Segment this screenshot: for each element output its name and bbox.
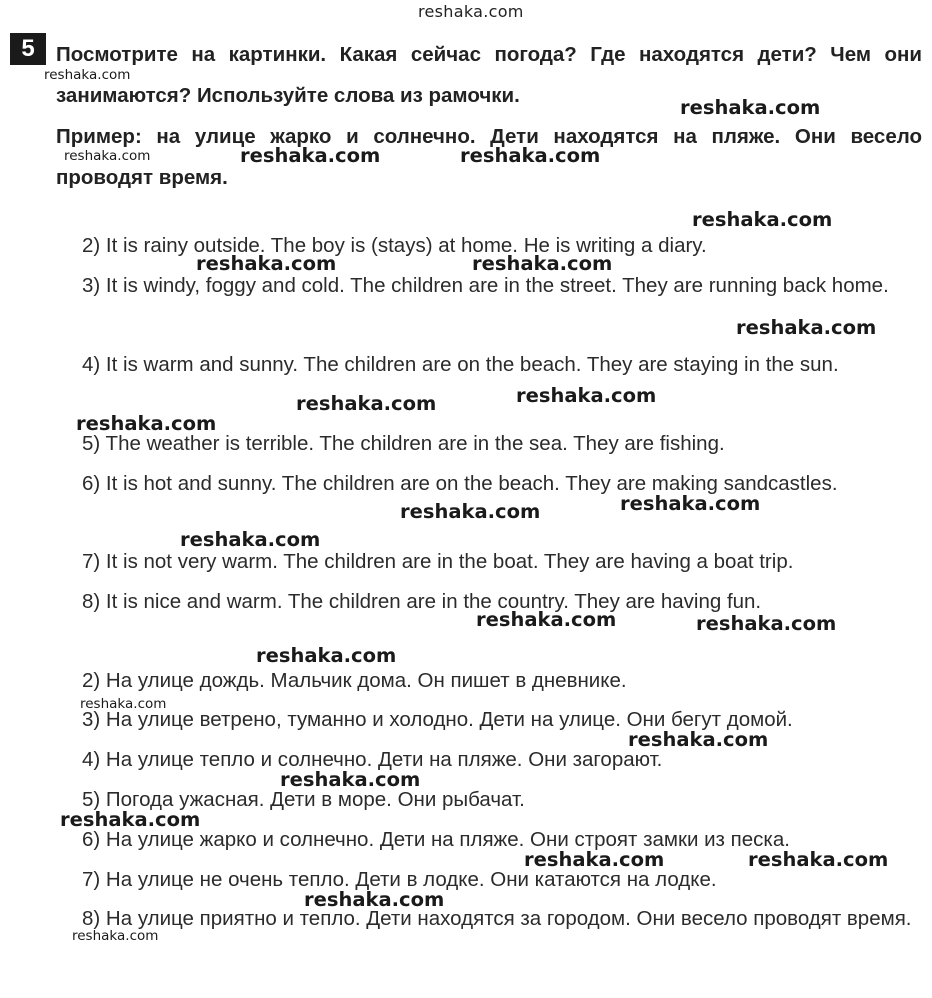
watermark: reshaka.com	[44, 67, 131, 83]
watermark: reshaka.com	[72, 928, 159, 944]
answer-ru-8: 8) На улице приятно и тепло. Дети находятся за городом. Они весело проводят время.	[82, 907, 912, 930]
answer-ru-2: 2) На улице дождь. Мальчик дома. Он пишет в дневнике.	[82, 669, 627, 692]
watermark: reshaka.com	[304, 888, 445, 911]
watermark: reshaka.com	[400, 500, 541, 523]
watermark: reshaka.com	[748, 848, 889, 871]
answer-ru-5: 5) Погода ужасная. Дети в море. Они рыбачат.	[82, 788, 525, 811]
top-site-watermark: reshaka.com	[418, 2, 524, 21]
task-instruction: Посмотрите на картинки. Какая сейчас погода? Где находятся дети? Чем они занимаются? Используйте слова из рамочки.	[56, 43, 922, 107]
watermark: reshaka.com	[680, 96, 821, 119]
watermark: reshaka.com	[240, 144, 381, 167]
watermark: reshaka.com	[460, 144, 601, 167]
answer-en-7: 7) It is not very warm. The children are in the boat. They are having a boat trip.	[82, 550, 794, 573]
watermark: reshaka.com	[60, 808, 201, 831]
watermark: reshaka.com	[472, 252, 613, 275]
watermark: reshaka.com	[280, 768, 421, 791]
answer-ru-7: 7) На улице не очень тепло. Дети в лодке. Они катаются на лодке.	[82, 868, 717, 891]
watermark: reshaka.com	[296, 392, 437, 415]
answer-en-6: 6) It is hot and sunny. The children are on the beach. They are making sandcastles.	[82, 472, 838, 495]
watermark: reshaka.com	[620, 492, 761, 515]
watermark: reshaka.com	[628, 728, 769, 751]
task-example: Пример: на улице жарко и солнечно. Дети находятся на пляже. Они весело проводят время.	[56, 125, 922, 189]
answer-en-2: 2) It is rainy outside. The boy is (stays) at home. He is writing a diary.	[82, 234, 707, 257]
watermark: reshaka.com	[180, 528, 321, 551]
watermark: reshaka.com	[736, 316, 877, 339]
answer-en-8: 8) It is nice and warm. The children are in the country. They are having fun.	[82, 590, 762, 613]
watermark: reshaka.com	[476, 608, 617, 631]
answer-ru-6: 6) На улице жарко и солнечно. Дети на пляже. Они строят замки из песка.	[82, 828, 790, 851]
watermark: reshaka.com	[64, 148, 151, 164]
task-number-badge: 5	[10, 33, 46, 65]
answer-ru-3: 3) На улице ветрено, туманно и холодно. Дети на улице. Они бегут домой.	[82, 708, 793, 731]
answer-en-5: 5) The weather is terrible. The children are in the sea. They are fishing.	[82, 432, 725, 455]
watermark: reshaka.com	[196, 252, 337, 275]
answer-en-4: 4) It is warm and sunny. The children are on the beach. They are staying in the sun.	[82, 353, 839, 376]
watermark: reshaka.com	[76, 412, 217, 435]
watermark: reshaka.com	[692, 208, 833, 231]
watermark: reshaka.com	[80, 696, 167, 712]
watermark: reshaka.com	[516, 384, 657, 407]
watermark: reshaka.com	[524, 848, 665, 871]
answer-en-3: 3) It is windy, foggy and cold. The children are in the street. They are running back home.	[82, 274, 889, 297]
watermark: reshaka.com	[256, 644, 397, 667]
watermark: reshaka.com	[696, 612, 837, 635]
answer-ru-4: 4) На улице тепло и солнечно. Дети на пляже. Они загорают.	[82, 748, 663, 771]
